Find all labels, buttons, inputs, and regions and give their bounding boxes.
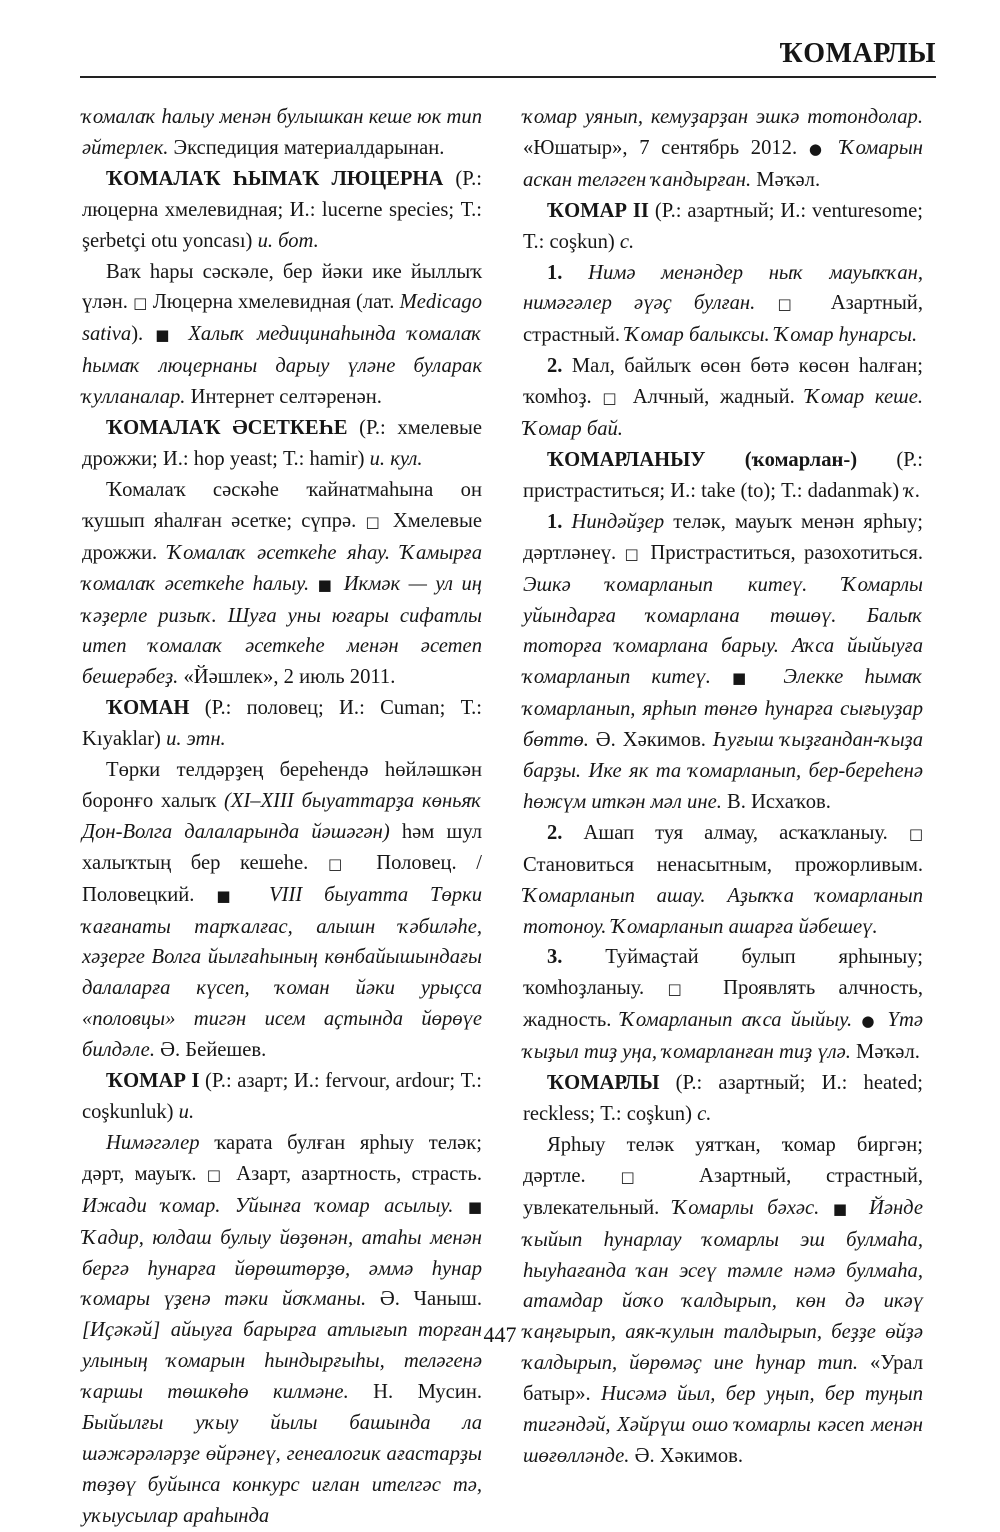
headword: ҠОМАЛАҠ ҺЫМАҠ ЛЮЦЕРНА [106,167,444,190]
filled-square-icon: ■ [832,1199,856,1218]
open-square-icon: □ [602,389,623,408]
sense-2: 2. Ашап туя алмау, асҡаҡланыу. □ Становиться ненасытным, прожорливым. Ҡомарланып ашау. Аҙыҡҡа ҡомарланып тотоноу. Ҡомарланып ашарға йәбешеү. [523,821,924,938]
entry-komalak-eseteknhe: ҠОМАЛАҠ ӘСЕТКЕҺЕ (Р.: хмелевые дрожжи; И.: hop yeast; Т.: hamir) и. кул. [82,417,482,470]
open-square-icon: □ [365,512,384,531]
filled-square-icon: ■ [467,1197,482,1216]
entry-komarlanyu: ҠОМАРЛАНЫУ (ҡомарлан-) (Р.: пристраститься; И.: take (to); Т.: dadanmak) ҡ. [523,448,923,502]
page-number: 447 [483,1322,517,1347]
running-head: ҠОМАРЛЫ [779,38,936,69]
sense-2: 2. Мал, байлыҡ өсөн бөтә көсөн һалған; ҡомһоҙ. □ Алчный, жадный. Ҡомар кеше. Ҡомар бай. [523,355,923,441]
open-square-icon: □ [133,294,148,313]
header-rule [80,76,936,78]
filled-square-icon: ■ [732,669,763,688]
open-square-icon: □ [667,980,700,999]
right-column [523,102,923,1472]
headword: ҠОМАРЛЫ [547,1072,660,1095]
definition: Ҡомалаҡ сәскәһе ҡайнатмаһына он ҡушып яһалған әсетке; сүпрә. □ Хмелевые дрожжи. Ҡомалаҡ әсеткеһе яһау. Ҡамырға ҡомалаҡ әсеткеһе һалыу. ■ Икмәк — ул иң ҡәҙерле ризыҡ. Шуға уны юғары сифатлы итеп ҡомалаҡ әсеткеһе менән әсетеп бешерәбеҙ. «Йәшлек», 2 июль 2011. [82,478,482,689]
left-column [82,102,482,1532]
entry-komar-2: ҠОМАР II (Р.: азартный; И.: venturesome; Т.: coşkun) с. [523,199,923,253]
entry-komarly: ҠОМАРЛЫ (Р.: азартный; И.: heated; reckless; Т.: coşkun) с. [523,1072,923,1125]
open-square-icon: □ [908,824,924,843]
open-square-icon: □ [327,854,357,873]
open-square-icon: □ [620,1167,665,1186]
filled-square-icon: ■ [155,326,177,345]
headword: ҠОМАЛАҠ ӘСЕТКЕҺЕ [106,417,348,440]
entry-komar-1: ҠОМАР I (Р.: азарт; И.: fervour, ardour; Т.: coşkunluk) и. [82,1070,483,1123]
definition: Нимәгәлер ҡарата булған ярһыу теләк; дәрт, мауыҡ. □ Азарт, азартность, страсть. Ижади ҡомар. Уйынға ҡомар асылыу. ■ Ҡадир, юлдаш булыу йөҙөнән, атаһы менән бергә һунарға йөрөштөрҙө, әммә һунар ҡомары үҙенә тәки йоҡманы. Ә. Чаныш. [Иҫәкәй] айыуға барырға атлығып торған улының ҡомарын һындырғыһы, теләгенә ҡаршы төшкөһө килмәне. Н. Мусин. Быйылғы уҡыу йылы башында ла шәжәрәләрҙе өйрәнеү, генеалогик ағастарҙы төҙөү буйынса конкурс иғлан ителгәс тә, уҡыусылар араһында [82,1131,482,1527]
sense-3: 3. Туймаҫтай булып ярһыныу; ҡомһоҙланыу. □ Проявлять алчность, жадность. Ҡомарланып аҡса йыйыу. ● Үтә ҡыҙыл тиҙ уңа, ҡомарланған тиҙ үлә. Мәҡәл. [523,946,924,1064]
bullet-icon: ● [861,1012,879,1031]
definition: Ярһыу теләк уятҡан, ҡомар биргән; дәртле. □ Азартный, страстный, увлекательный. Ҡомарлы бәхәс. ■ Йәнде ҡыйып һунарлау ҡомарлы эш булмаһа, һыуһағанда ҡан эсеү тәмле нәмә булмаһа, атамдар йоҡо ҡалдырып, көн дә икәү ҡаңғырып, аяк-ҡулын талдырып, беҙҙе өйҙә ҡалдырып, йөрөмәҫ ине һунар тип. «Урал батыр». Нисәмә йыл, бер уңып, бер туңып тигәндәй, Хәйрүш ошо ҡомарлы кәсеп менән шөғөлләнде. Ә. Хәкимов. [523,1133,923,1467]
filled-square-icon: ■ [317,575,336,594]
sense-1: 1. Нимә менәндер ныҡ мауыҡҡан, нимәгәлер әүәҫ булған. □ Азартный, страстный. Ҡомар балыксы. Ҡомар һунарсы. [523,261,923,347]
bullet-icon: ● [808,139,829,158]
open-square-icon: □ [777,295,809,314]
headword: ҠОМАН [106,697,190,720]
headword: ҠОМАР I [106,1070,200,1093]
sense-1: 1. Ниндәйҙер теләк, мауыҡ менән ярһыу; дәртләнеү. □ Пристраститься, разохотиться. Эшкә ҡомарланып китеү. Ҡомарлы уйындарға ҡомарлана төшөү. Балыҡ тоторға ҡомарлана барыу. Аҡса йыйыуға ҡомарланып китеү. ■ Элекке һымаҡ ҡомарланып, ярһып төнгө һунарға сығыуҙар бөттө. Ә. Хәкимов. Һуғыш ҡыҙғандан-ҡыҙа барҙы. Ике як та ҡомарланып, бер-береһенә һөжүм иткән мәл ине. В. Исхаҡов. [523,510,923,813]
open-square-icon: □ [206,1165,227,1184]
definition: Ваҡ һары сәскәле, бер йәки ике йыллыҡ үлән. □ Люцерна хмелевидная (лат. Medicago sativa). ■ Халыҡ медицинаһында ҡомалаҡ һымаҡ люцернаны дарыу үләне буларак ҡулланалар. Интернет селтәренән. [82,260,482,409]
headword: ҠОМАР II [547,199,649,222]
entry-koman: ҠОМАН (Р.: половец; И.: Cuman; Т.: Kıyaklar) и. этн. [82,697,482,751]
open-square-icon: □ [624,544,642,563]
entry-komalak-hymak-lyutserna: ҠОМАЛАҠ ҺЫМАҠ ЛЮЦЕРНА (Р.: люцерна хмелевидная; И.: lucerne species; Т.: şerbetçi otu yoncası) и. бот. [82,167,482,252]
definition: Төрки телдәрҙең береһендә һөйләшкән боронғо халыҡ (XI–XIII быуаттарҙа көньяҡ Дон-Волга далаларында йәшәгән) һәм шул халыҡтың бер кешеһе. □ Половец. / Половецкий. ■ VIII быуатта Төрки ҡағанаты тарҡалғас, алышн ҡәбиләһе, хәҙерге Волга йылғаһының көнбайышындағы далаларға күсеп, ҡоман йәки урыҫса «половцы» тигән исем аҫтында йөрөүе билдәле. Ә. Бейешев. [82,759,483,1062]
continued-entry: ҡомалаҡ һалыу менән булышкан кеше юк тип әйтерлек. Экспедиция материалдарынан. [82,106,482,159]
headword: ҠОМАРЛАНЫУ [547,448,706,471]
continued-entry: ҡомар уянып, кемуҙарҙан эшкә тотондолар. «Юшатыр», 7 сентябрь 2012. ● Ҡомарын аскан теләген ҡандырған. Мәҡәл. [523,106,923,191]
filled-square-icon: ■ [216,886,248,905]
